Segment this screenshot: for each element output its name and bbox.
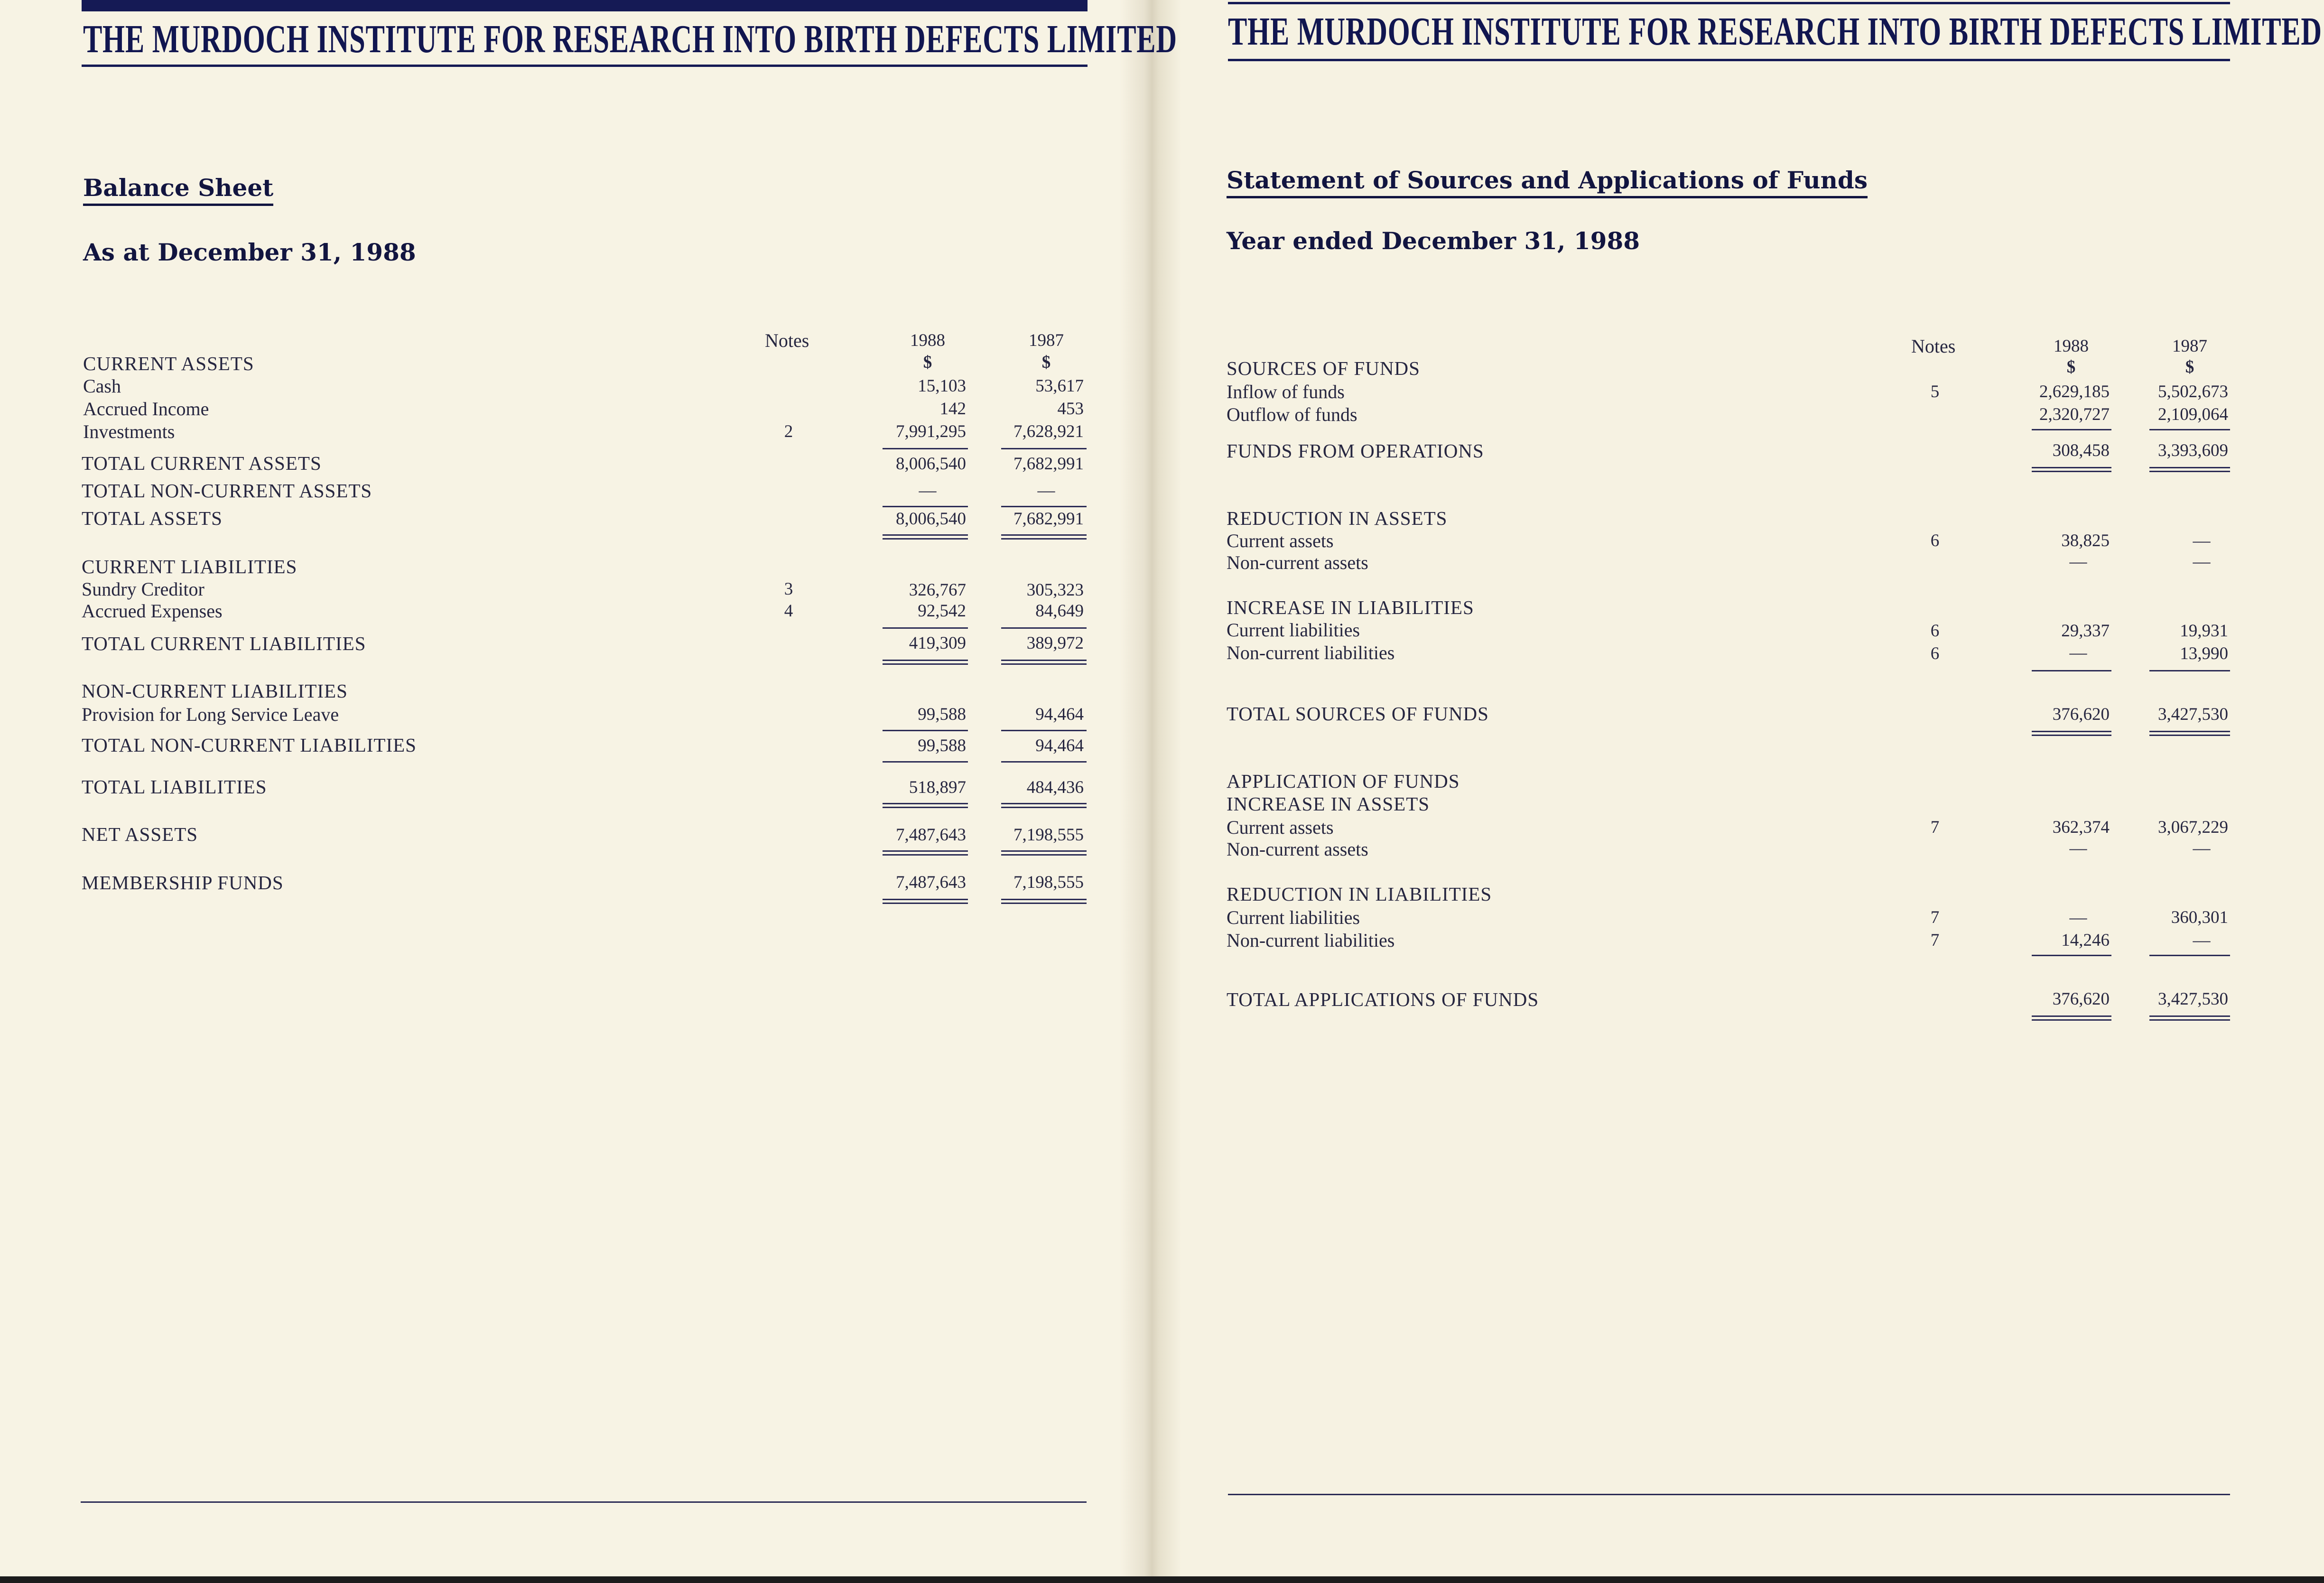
page-bottom-edge xyxy=(0,1576,2324,1583)
row-label: Sundry Creditor xyxy=(82,578,205,600)
double-underline xyxy=(883,850,968,856)
value-1987: 2,109,064 xyxy=(2158,405,2228,424)
note-ref: 6 xyxy=(1930,621,1940,641)
row-label: Current liabilities xyxy=(1227,907,1360,928)
col-1987-header: 1987 xyxy=(2172,336,2207,356)
double-underline xyxy=(883,803,968,808)
section-sources-of-funds: SOURCES OF FUNDS xyxy=(1227,357,1420,379)
value-1988: 99,588 xyxy=(918,736,966,755)
value-1987: 7,628,921 xyxy=(1013,422,1084,441)
col-notes-header: Notes xyxy=(1911,335,1956,357)
underline xyxy=(2149,670,2230,671)
row-label: NET ASSETS xyxy=(82,823,198,845)
value-1987: 5,502,673 xyxy=(2158,382,2228,401)
row-label: Non-current assets xyxy=(1227,552,1368,573)
value-1988: 29,337 xyxy=(2061,621,2110,641)
note-ref: 7 xyxy=(1930,818,1940,837)
row-label: Non-current liabilities xyxy=(1227,930,1395,951)
value-1987: — xyxy=(2193,838,2211,858)
statement-subtitle: Year ended December 31, 1988 xyxy=(1227,227,1640,255)
note-ref: 7 xyxy=(1930,931,1940,950)
value-1988: 2,629,185 xyxy=(2039,382,2110,401)
underline xyxy=(2149,955,2230,956)
underline xyxy=(1001,730,1087,731)
value-1987: 94,464 xyxy=(1035,705,1084,724)
row-label: TOTAL NON-CURRENT ASSETS xyxy=(82,480,372,502)
value-1987: 7,198,555 xyxy=(1013,825,1084,845)
row-label: TOTAL NON-CURRENT LIABILITIES xyxy=(82,734,417,756)
value-1987: 7,198,555 xyxy=(1013,873,1084,892)
value-1988: 7,487,643 xyxy=(896,873,966,892)
value-1988: — xyxy=(2069,643,2087,662)
col-notes-header: Notes xyxy=(765,330,809,351)
statement-title: Statement of Sources and Applications of Funds xyxy=(1227,166,1868,198)
row-label: TOTAL SOURCES OF FUNDS xyxy=(1227,703,1489,725)
note-ref: 3 xyxy=(784,579,793,599)
row-label: Cash xyxy=(83,375,121,397)
value-1987: 453 xyxy=(1057,399,1084,419)
value-1988: 7,487,643 xyxy=(896,825,966,845)
double-underline xyxy=(1001,850,1087,856)
col-1987-header: 1987 xyxy=(1029,331,1064,350)
value-1988: 376,620 xyxy=(2052,705,2110,724)
note-ref: 6 xyxy=(1930,531,1940,550)
currency-1987: $ xyxy=(2185,357,2194,377)
row-label: Provision for Long Service Leave xyxy=(82,704,339,725)
double-underline xyxy=(2032,467,2111,472)
underline xyxy=(1001,506,1087,507)
row-label: Investments xyxy=(83,421,175,442)
row-label: MEMBERSHIP FUNDS xyxy=(82,872,284,894)
section-reduction-in-assets: REDUCTION IN ASSETS xyxy=(1227,507,1448,529)
currency-1988: $ xyxy=(923,353,932,372)
row-label: TOTAL CURRENT LIABILITIES xyxy=(82,633,366,654)
header-rule-right xyxy=(1228,59,2230,61)
value-1988: — xyxy=(2069,838,2087,858)
value-1987: 360,301 xyxy=(2171,908,2228,927)
underline xyxy=(1001,761,1087,763)
double-underline xyxy=(883,660,968,665)
row-label: Inflow of funds xyxy=(1227,381,1345,402)
value-1988: 8,006,540 xyxy=(896,454,966,474)
value-1988: 38,825 xyxy=(2061,531,2110,550)
value-1987: 7,682,991 xyxy=(1013,509,1084,529)
value-1987: 53,617 xyxy=(1035,376,1084,396)
currency-1987: $ xyxy=(1041,353,1051,372)
value-1988: — xyxy=(2069,908,2087,927)
value-1987: — xyxy=(2193,552,2211,571)
underline xyxy=(883,506,968,507)
double-underline xyxy=(2032,731,2111,736)
row-label: TOTAL APPLICATIONS OF FUNDS xyxy=(1227,988,1539,1010)
value-1988: 14,246 xyxy=(2061,931,2110,950)
underline xyxy=(883,730,968,731)
header-bar xyxy=(82,0,1088,11)
org-title: THE MURDOCH INSTITUTE FOR RESEARCH INTO BIRTH DEFECTS LIMITED xyxy=(83,17,1177,61)
note-ref: 7 xyxy=(1930,908,1940,927)
value-1988: 2,320,727 xyxy=(2039,405,2110,424)
row-label: Accrued Income xyxy=(83,398,209,419)
underline xyxy=(2032,955,2111,956)
value-1987: 3,427,530 xyxy=(2158,705,2228,724)
value-1987: 305,323 xyxy=(1026,580,1084,600)
value-1988: 142 xyxy=(939,399,966,419)
header-top-rule xyxy=(1228,2,2230,4)
value-1987: 13,990 xyxy=(2180,644,2228,663)
value-1987: 84,649 xyxy=(1035,601,1084,621)
value-1988: 15,103 xyxy=(918,376,966,396)
section-reduction-in-liabilities: REDUCTION IN LIABILITIES xyxy=(1227,883,1492,905)
section-non-current-liabilities: NON-CURRENT LIABILITIES xyxy=(82,680,348,702)
note-ref: 5 xyxy=(1930,382,1940,401)
value-1988: 376,620 xyxy=(2052,989,2110,1009)
double-underline xyxy=(1001,534,1087,540)
value-1988: 99,588 xyxy=(918,705,966,724)
underline xyxy=(2032,429,2111,430)
underline xyxy=(1001,448,1087,449)
page-title: Balance Sheet xyxy=(83,174,273,206)
section-increase-in-assets: INCREASE IN ASSETS xyxy=(1227,793,1430,815)
section-application-of-funds: APPLICATION OF FUNDS xyxy=(1227,770,1460,792)
value-1988: 362,374 xyxy=(2052,818,2110,837)
value-1988: 308,458 xyxy=(2052,441,2110,460)
double-underline xyxy=(1001,660,1087,665)
value-1987: 3,427,530 xyxy=(2158,989,2228,1009)
row-label: TOTAL CURRENT ASSETS xyxy=(82,452,322,474)
book-gutter xyxy=(1120,0,1181,1583)
underline xyxy=(2032,670,2111,671)
col-1988-header: 1988 xyxy=(910,331,945,350)
value-1987: — xyxy=(2193,531,2211,550)
note-ref: 4 xyxy=(784,601,793,621)
row-label: Non-current assets xyxy=(1227,838,1368,860)
value-1987: 389,972 xyxy=(1026,633,1084,653)
underline xyxy=(883,627,968,629)
underline xyxy=(883,761,968,763)
value-1988: 92,542 xyxy=(918,601,966,621)
double-underline xyxy=(2149,1015,2230,1021)
underline xyxy=(1001,627,1087,629)
value-1988: — xyxy=(2069,552,2087,571)
value-1988: 7,991,295 xyxy=(896,422,966,441)
double-underline xyxy=(1001,899,1087,904)
row-label: TOTAL LIABILITIES xyxy=(82,776,267,798)
value-1988: — xyxy=(919,481,937,500)
section-increase-in-liabilities: INCREASE IN LIABILITIES xyxy=(1227,596,1474,618)
note-ref: 2 xyxy=(784,422,793,441)
row-label: Non-current liabilities xyxy=(1227,642,1395,663)
value-1987: — xyxy=(1037,481,1055,500)
value-1987: 3,067,229 xyxy=(2158,818,2228,837)
double-underline xyxy=(883,899,968,904)
note-ref: 6 xyxy=(1930,644,1940,663)
row-label: Accrued Expenses xyxy=(82,600,223,622)
value-1988: 518,897 xyxy=(909,778,966,797)
value-1987: 94,464 xyxy=(1035,736,1084,755)
value-1987: 19,931 xyxy=(2180,621,2228,641)
header-rule xyxy=(82,65,1088,67)
page-subtitle: As at December 31, 1988 xyxy=(83,238,416,266)
double-underline xyxy=(2032,1015,2111,1021)
row-label: FUNDS FROM OPERATIONS xyxy=(1227,440,1484,462)
org-title-right: THE MURDOCH INSTITUTE FOR RESEARCH INTO BIRTH DEFECTS LIMITED xyxy=(1228,9,2322,54)
row-label: Current liabilities xyxy=(1227,619,1360,641)
row-label: Current assets xyxy=(1227,817,1334,838)
value-1988: 419,309 xyxy=(909,633,966,653)
value-1987: 484,436 xyxy=(1026,778,1084,797)
row-label: TOTAL ASSETS xyxy=(82,507,223,529)
underline xyxy=(2149,429,2230,430)
double-underline xyxy=(883,534,968,540)
double-underline xyxy=(2149,467,2230,472)
value-1987: — xyxy=(2193,931,2211,950)
value-1987: 3,393,609 xyxy=(2158,441,2228,460)
footer-rule-right xyxy=(1228,1494,2230,1495)
double-underline xyxy=(2149,731,2230,736)
value-1988: 326,767 xyxy=(909,580,966,600)
row-label: Current assets xyxy=(1227,530,1334,551)
row-label: Outflow of funds xyxy=(1227,404,1357,425)
section-current-liabilities: CURRENT LIABILITIES xyxy=(82,556,297,577)
footer-rule xyxy=(81,1501,1087,1503)
value-1987: 7,682,991 xyxy=(1013,454,1084,474)
underline xyxy=(883,448,968,449)
currency-1988: $ xyxy=(2066,357,2076,377)
double-underline xyxy=(1001,803,1087,808)
section-current-assets: CURRENT ASSETS xyxy=(83,353,254,374)
col-1988-header: 1988 xyxy=(2054,336,2089,356)
value-1988: 8,006,540 xyxy=(896,509,966,529)
